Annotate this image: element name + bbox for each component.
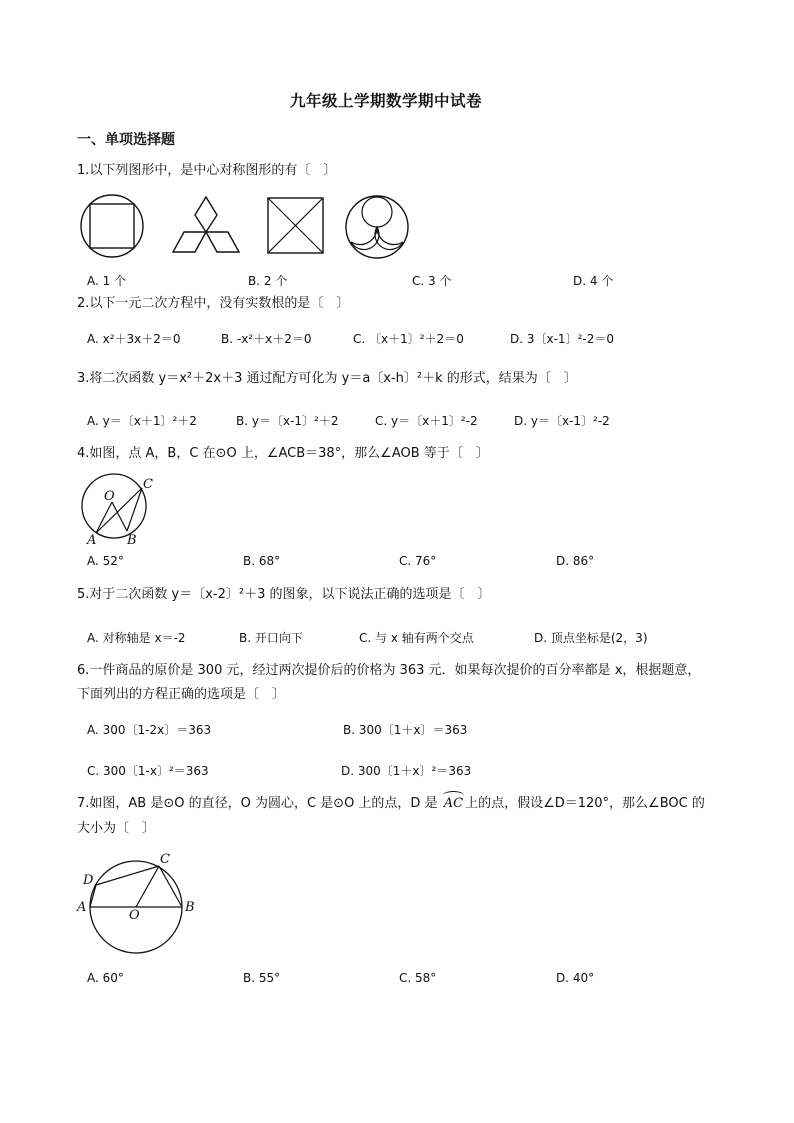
option-4b[interactable]: B. 68° (243, 554, 281, 568)
option-7c[interactable]: C. 58° (399, 971, 437, 985)
option-6a[interactable]: A. 300〔1-2x〕＝363 (87, 723, 212, 737)
question-6-text-line2: 下面列出的方程正确的选项是〔 〕 (77, 687, 286, 702)
label-c: C (143, 477, 153, 492)
three-petal-circle-icon (344, 194, 412, 262)
circle-figure-q4 (74, 474, 164, 549)
page-title: 九年级上学期数学期中试卷 (290, 92, 483, 110)
option-2c[interactable]: C. 〔x＋1〕²＋2＝0 (353, 332, 464, 346)
option-1d[interactable]: D. 4 个 (573, 274, 614, 288)
option-2b[interactable]: B. -x²＋x＋2＝0 (221, 332, 312, 346)
question-7-text-part1: 7.如图，AB 是⊙O 的直径，O 为圆心，C 是⊙O 上的点，D 是 (77, 796, 442, 811)
circle-figure-q7 (76, 850, 206, 960)
option-4d[interactable]: D. 86° (556, 554, 595, 568)
option-6d[interactable]: D. 300〔1＋x〕²＝363 (341, 764, 472, 778)
option-5d[interactable]: D. 顶点坐标是(2，3) (534, 631, 648, 645)
option-3d[interactable]: D. y＝〔x-1〕²-2 (514, 414, 610, 428)
option-1a[interactable]: A. 1 个 (87, 274, 127, 288)
section-heading: 一、单项选择题 (77, 132, 175, 148)
label-a: A (87, 533, 97, 548)
question-2-text: 2.以下一元二次方程中，没有实数根的是〔 〕 (77, 296, 350, 311)
option-1b[interactable]: B. 2 个 (248, 274, 288, 288)
question-6-text-line1: 6.一件商品的原价是 300 元，经过两次提价后的价格为 363 元．如果每次提价的百分率都是 x，根据题意， (77, 663, 701, 678)
option-3a[interactable]: A. y＝〔x＋1〕²＋2 (87, 414, 197, 428)
option-7d[interactable]: D. 40° (556, 971, 595, 985)
question-7-text-line1 (77, 794, 705, 814)
option-4c[interactable]: C. 76° (399, 554, 437, 568)
square-with-diagonals-icon (266, 196, 326, 256)
question-5-text: 5.对于二次函数 y＝〔x-2〕²＋3 的图象，以下说法正确的选项是〔 〕 (77, 587, 491, 602)
square-in-circle-icon (79, 193, 149, 263)
label-b: B (127, 533, 137, 548)
label-b: B (185, 900, 195, 915)
label-o: O (129, 908, 140, 923)
option-5c[interactable]: C. 与 x 轴有两个交点 (359, 631, 474, 645)
label-c: C (160, 852, 170, 867)
option-7a[interactable]: A. 60° (87, 971, 124, 985)
question-3-text: 3.将二次函数 y＝x²＋2x＋3 通过配方可化为 y＝a〔x-h〕²＋k 的形式，结果为〔 〕 (77, 371, 577, 386)
option-6b[interactable]: B. 300〔1＋x〕＝363 (343, 723, 468, 737)
three-rhombus-icon (171, 195, 251, 260)
option-1c[interactable]: C. 3 个 (412, 274, 452, 288)
option-2d[interactable]: D. 3〔x-1〕²-2＝0 (510, 332, 614, 346)
option-3c[interactable]: C. y＝〔x＋1〕²-2 (375, 414, 478, 428)
arc-ac-label: AC (443, 796, 464, 811)
question-7-text-line2: 大小为〔 〕 (77, 821, 156, 836)
option-5a[interactable]: A. 对称轴是 x＝-2 (87, 631, 186, 645)
question-1-text: 1.以下列图形中，是中心对称图形的有〔 〕 (77, 163, 337, 178)
option-2a[interactable]: A. x²＋3x＋2＝0 (87, 332, 181, 346)
arc-ac-notation (442, 794, 465, 814)
label-d: D (83, 873, 94, 888)
option-5b[interactable]: B. 开口向下 (239, 631, 303, 645)
question-7-text-part2: 上的点，假设∠D＝120°，那么∠BOC 的 (465, 796, 705, 811)
option-7b[interactable]: B. 55° (243, 971, 281, 985)
question-4-text: 4.如图，点 A，B，C 在⊙O 上，∠ACB＝38°，那么∠AOB 等于〔 〕 (77, 446, 489, 461)
option-3b[interactable]: B. y＝〔x-1〕²＋2 (236, 414, 339, 428)
label-o: O (104, 489, 115, 504)
label-a: A (77, 900, 87, 915)
option-6c[interactable]: C. 300〔1-x〕²＝363 (87, 764, 209, 778)
option-4a[interactable]: A. 52° (87, 554, 124, 568)
